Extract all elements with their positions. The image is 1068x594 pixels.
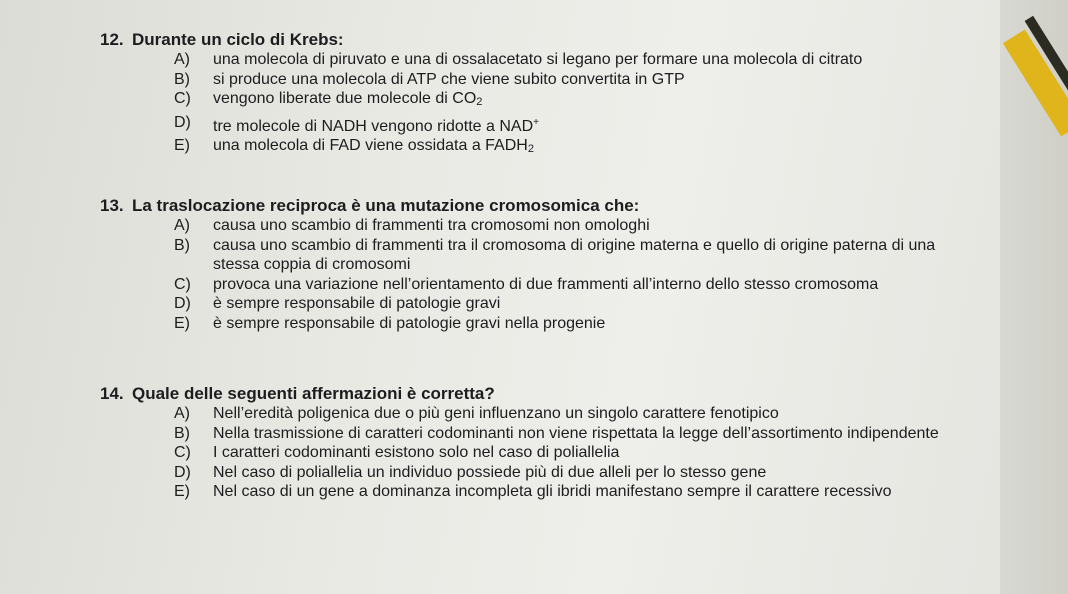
option-text-wrap — [213, 136, 970, 160]
option-letter: D) — [174, 295, 191, 312]
option-text: Nella trasmissione di caratteri codominanti non viene rispettata la legge dell’assortimento indipendente — [213, 424, 939, 442]
option-text: causa uno scambio di frammenti tra il cromosoma di origine materna e quello di origine paterna di una stessa coppia di cromosomi — [213, 236, 936, 273]
option-text: è sempre responsabile di patologie gravi — [213, 295, 501, 312]
question-14 — [100, 384, 970, 502]
option-letter: B) — [174, 424, 190, 442]
question-text: La traslocazione reciproca è una mutazione cromosomica che: — [132, 196, 640, 215]
option-text-wrap — [213, 89, 970, 113]
option-a[interactable] — [174, 50, 970, 70]
option-letter: E) — [174, 483, 190, 500]
option-a[interactable] — [174, 404, 970, 424]
option-d[interactable] — [174, 113, 970, 137]
question-number: 12. — [100, 30, 124, 49]
option-text: si produce una molecola di ATP che viene subito convertita in GTP — [213, 70, 685, 88]
option-text: Nel caso di un gene a dominanza incompleta gli ibridi manifestano sempre il carattere recessivo — [213, 483, 892, 500]
option-letter: E) — [174, 314, 190, 332]
subscript: 2 — [476, 96, 483, 108]
option-b[interactable] — [174, 424, 970, 444]
option-text: provoca una variazione nell’orientamento di due frammenti all’interno dello stesso cromosoma — [213, 275, 879, 293]
option-letter: B) — [174, 236, 190, 254]
superscript: + — [533, 116, 539, 128]
option-text: è sempre responsabile di patologie gravi nella progenie — [213, 314, 606, 332]
option-letter: C) — [174, 90, 191, 107]
question-text: Quale delle seguenti affermazioni è corretta? — [132, 384, 495, 403]
option-b[interactable] — [174, 236, 970, 275]
option-d[interactable] — [174, 463, 970, 483]
option-a[interactable] — [174, 216, 970, 236]
question-title — [100, 384, 970, 404]
option-text: causa uno scambio di frammenti tra cromosomi non omologhi — [213, 217, 650, 234]
question-12 — [100, 30, 970, 160]
option-e[interactable] — [174, 314, 970, 334]
question-number: 14. — [100, 384, 124, 403]
option-letter: B) — [174, 70, 190, 88]
option-letter: C) — [174, 444, 191, 461]
option-e[interactable] — [174, 482, 970, 502]
option-c[interactable] — [174, 275, 970, 295]
option-text: vengono liberate due molecole di CO — [213, 90, 477, 107]
option-letter: A) — [174, 405, 190, 422]
subscript: 2 — [527, 143, 534, 155]
option-letter: A) — [174, 217, 190, 234]
option-text: Nel caso di poliallelia un individuo possiede più di due alleli per lo stesso gene — [213, 463, 767, 481]
option-text: I caratteri codominanti esistono solo nel caso di poliallelia — [213, 444, 620, 461]
option-text: una molecola di FAD viene ossidata a FADH — [213, 137, 528, 154]
option-c[interactable] — [174, 89, 970, 113]
question-text: Durante un ciclo di Krebs: — [132, 30, 344, 49]
question-title — [100, 196, 970, 216]
option-text: Nell’eredità poligenica due o più geni influenzano un singolo carattere fenotipico — [213, 405, 779, 422]
question-13 — [100, 196, 970, 333]
option-letter: A) — [174, 51, 190, 68]
option-letter: D) — [174, 463, 191, 481]
option-letter: D) — [174, 113, 191, 131]
question-number: 13. — [100, 196, 124, 215]
question-title — [100, 30, 970, 50]
option-e[interactable] — [174, 136, 970, 160]
option-c[interactable] — [174, 443, 970, 463]
option-text: tre molecole di NADH vengono ridotte a NAD — [213, 117, 534, 135]
option-b[interactable] — [174, 70, 970, 90]
option-text: una molecola di piruvato e una di ossalacetato si legano per formare una molecola di citrato — [213, 51, 863, 68]
option-d[interactable] — [174, 294, 970, 314]
option-letter: C) — [174, 275, 191, 293]
option-text-wrap — [213, 113, 970, 137]
option-letter: E) — [174, 137, 190, 154]
